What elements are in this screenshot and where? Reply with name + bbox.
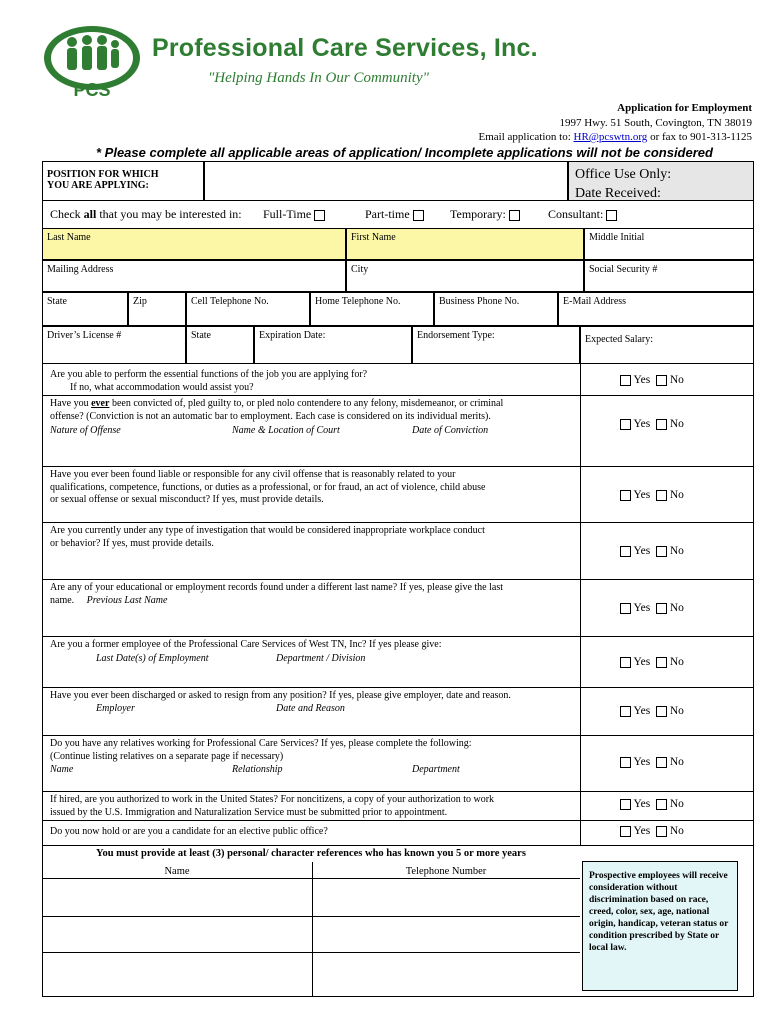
yes-no-q3: Yes No — [620, 489, 684, 501]
yes-checkbox[interactable] — [620, 657, 631, 668]
reference-name-header: Name — [164, 866, 190, 877]
position-label: POSITION FOR WHICH YOU ARE APPLYING: — [42, 161, 204, 201]
yes-checkbox[interactable] — [620, 799, 631, 810]
reference-3-phone-field[interactable] — [313, 953, 580, 996]
yes-no-q7: Yes No — [620, 705, 684, 717]
business-phone-field[interactable]: Business Phone No. — [434, 292, 558, 326]
no-checkbox[interactable] — [656, 757, 667, 768]
relative-department-label: Department — [412, 764, 460, 775]
consultant-option[interactable]: Consultant: — [548, 207, 617, 222]
court-location-label: Name & Location of Court — [232, 425, 340, 436]
yes-checkbox[interactable] — [620, 419, 631, 430]
question-conviction: Have you ever been convicted of, pled guilty to, or pled nolo contendere to any felony, misdemeanor, or criminal offense? (Conviction is not an automatic bar to employment. Each case is considered on its individual merits). — [50, 398, 504, 422]
email-link[interactable]: HR@pcswtn.org — [573, 131, 648, 143]
question-public-office: Do you now hold or are you a candidate for an elective public office? — [50, 826, 328, 837]
date-reason-label: Date and Reason — [276, 703, 345, 714]
reference-1-phone-field[interactable] — [313, 879, 580, 916]
yes-no-q2: Yes No — [620, 418, 684, 430]
question-different-name: Are any of your educational or employment records found under a different last name? If yes, please give the last name. Previous Last Name — [50, 582, 503, 606]
no-checkbox[interactable] — [656, 706, 667, 717]
yes-no-q1: Yes No — [620, 374, 684, 386]
svg-text:PCS: PCS — [73, 80, 111, 100]
contact-line: Email application to: HR@pcswtn.org or fax to 901-313-1125 — [478, 131, 752, 143]
references-title: You must provide at least (3) personal/ character references who has known you 5 or more years — [96, 848, 526, 859]
question-civil-offense: Have you ever been found liable or responsible for any civil offense that is reasonably related to your qualifications, competence, functions, or duties as a professional, or for fraud, an act of violence, child abuse or sexual offense or sexual misconduct? If yes, must provide details. — [50, 469, 486, 505]
yes-checkbox[interactable] — [620, 826, 631, 837]
zip-field[interactable]: Zip — [128, 292, 186, 326]
question-discharged: Have you ever been discharged or asked to resign from any position? If yes, please give employer, date and reason. — [50, 690, 511, 701]
no-checkbox[interactable] — [656, 546, 667, 557]
middle-initial-field[interactable]: Middle Initial — [584, 228, 754, 260]
reference-phone-header: Telephone Number — [405, 866, 487, 877]
ssn-field[interactable]: Social Security # — [584, 260, 754, 292]
expected-salary-field[interactable]: Expected Salary: — [580, 326, 754, 364]
yes-checkbox[interactable] — [620, 603, 631, 614]
question-investigation: Are you currently under any type of investigation that would be considered inappropriate workplace conduct or behavior? If yes, must provide details. — [50, 525, 485, 549]
reference-1-name-field[interactable] — [42, 879, 312, 916]
pcs-logo — [42, 20, 142, 102]
reference-2-phone-field[interactable] — [313, 917, 580, 952]
interest-prompt: Check all that you may be interested in: — [50, 207, 242, 221]
consultant-checkbox[interactable] — [606, 210, 617, 221]
first-name-field[interactable]: First Name — [346, 228, 584, 260]
relationship-label: Relationship — [232, 764, 283, 775]
no-checkbox[interactable] — [656, 826, 667, 837]
last-dates-label: Last Date(s) of Employment — [96, 653, 209, 664]
eeo-statement: Prospective employees will receive consideration without discrimination based on race, creed, color, sex, age, national origin, handicap, veteran status or condition prescribed by State or local law. — [582, 861, 738, 991]
department-division-label: Department / Division — [276, 653, 366, 664]
no-checkbox[interactable] — [656, 419, 667, 430]
yes-checkbox[interactable] — [620, 706, 631, 717]
part-time-checkbox[interactable] — [413, 210, 424, 221]
city-field[interactable]: City — [346, 260, 584, 292]
temporary-checkbox[interactable] — [509, 210, 520, 221]
yes-no-q8: Yes No — [620, 756, 684, 768]
conviction-date-label: Date of Conviction — [412, 425, 489, 436]
drivers-license-field[interactable]: Driver’s License # — [42, 326, 186, 364]
yes-no-q10: Yes No — [620, 825, 684, 837]
document-title: Application for Employment — [617, 102, 752, 114]
company-address: 1997 Hwy. 51 South, Covington, TN 38019 — [559, 117, 752, 129]
position-input[interactable] — [204, 161, 568, 201]
home-phone-field[interactable]: Home Telephone No. — [310, 292, 434, 326]
question-work-authorization: If hired, are you authorized to work in the United States? For noncitizens, a copy of your authorization to work issued by the U.S. Immigration and Naturalization Service must be submitted prior to appointment. — [50, 794, 495, 818]
nature-of-offense-label: Nature of Offense — [50, 425, 121, 436]
yes-checkbox[interactable] — [620, 546, 631, 557]
company-name: Professional Care Services, Inc. — [152, 34, 538, 62]
no-checkbox[interactable] — [656, 375, 667, 386]
temporary-option[interactable]: Temporary: — [450, 207, 520, 222]
yes-no-q6: Yes No — [620, 656, 684, 668]
question-relatives: Do you have any relatives working for Professional Care Services? If yes, please complete the following: (Continue listing relatives on a separate page if necessary) — [50, 738, 472, 762]
yes-no-q4: Yes No — [620, 545, 684, 557]
last-name-field[interactable]: Last Name — [42, 228, 346, 260]
reference-2-name-field[interactable] — [42, 917, 312, 952]
mailing-address-field[interactable]: Mailing Address — [42, 260, 346, 292]
state-field[interactable]: State — [42, 292, 128, 326]
cell-phone-field[interactable]: Cell Telephone No. — [186, 292, 310, 326]
dl-state-field[interactable]: State — [186, 326, 254, 364]
yes-checkbox[interactable] — [620, 490, 631, 501]
full-time-checkbox[interactable] — [314, 210, 325, 221]
part-time-option[interactable]: Part-time — [365, 207, 424, 222]
question-former-employee: Are you a former employee of the Professional Care Services of West TN, Inc? If yes please give: — [50, 639, 442, 650]
employer-label: Employer — [96, 703, 135, 714]
full-time-option[interactable]: Full-Time — [263, 207, 325, 222]
company-tagline: "Helping Hands In Our Community" — [208, 70, 429, 86]
yes-checkbox[interactable] — [620, 757, 631, 768]
yes-checkbox[interactable] — [620, 375, 631, 386]
question-essential-functions: Are you able to perform the essential functions of the job you are applying for? If no, what accommodation would assist you? — [50, 369, 368, 393]
endorsement-field[interactable]: Endorsement Type: — [412, 326, 580, 364]
yes-no-q9: Yes No — [620, 798, 684, 810]
no-checkbox[interactable] — [656, 799, 667, 810]
yes-no-q5: Yes No — [620, 602, 684, 614]
reference-3-name-field[interactable] — [42, 953, 312, 996]
no-checkbox[interactable] — [656, 657, 667, 668]
relative-name-label: Name — [50, 764, 74, 775]
office-use-box: Office Use Only: Date Received: — [568, 161, 754, 201]
expiration-date-field[interactable]: Expiration Date: — [254, 326, 412, 364]
completion-notice: * Please complete all applicable areas of application/ Incomplete applications will not be considered — [96, 145, 713, 160]
no-checkbox[interactable] — [656, 603, 667, 614]
email-field[interactable]: E-Mail Address — [558, 292, 754, 326]
no-checkbox[interactable] — [656, 490, 667, 501]
